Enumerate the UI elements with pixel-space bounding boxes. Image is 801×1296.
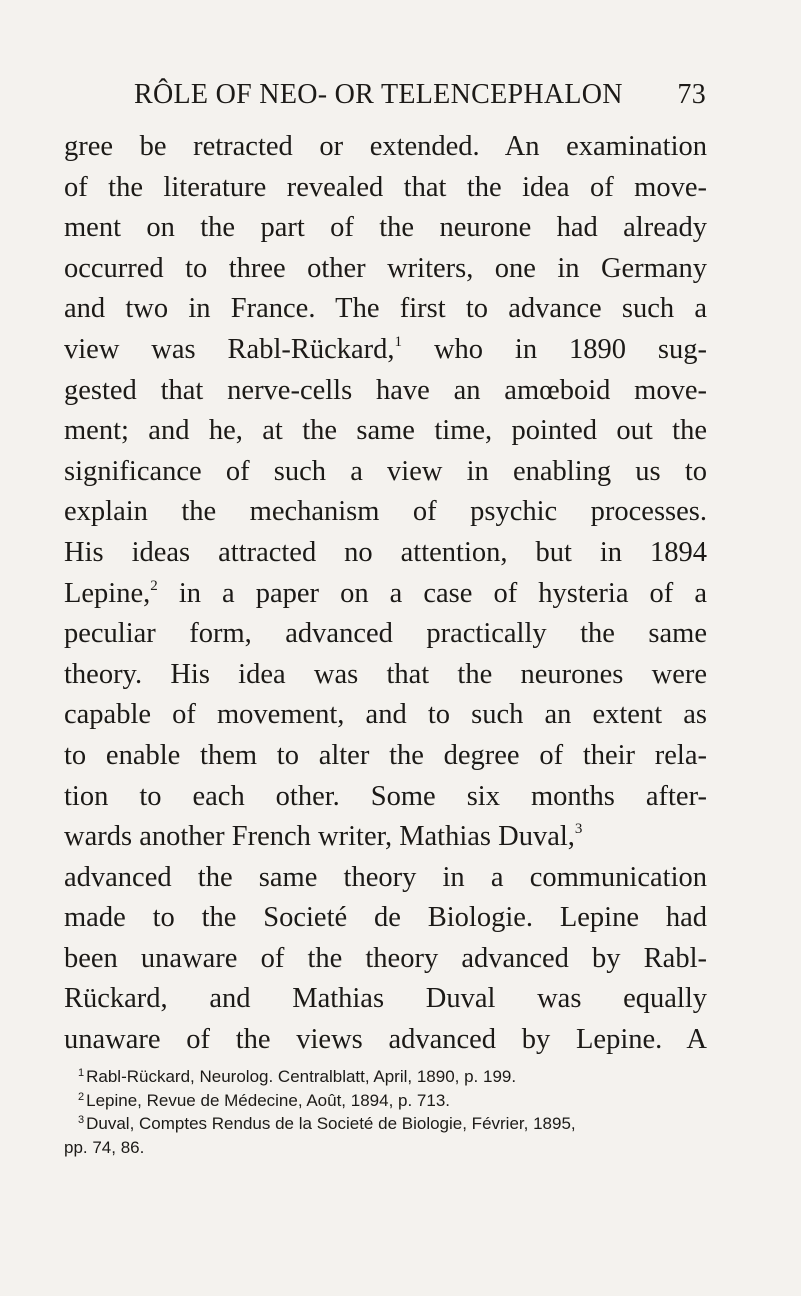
- text-segment: view was Rabl-Rückard,: [64, 333, 395, 365]
- footnote-ref: 2: [150, 577, 158, 594]
- footnote-text: Duval, Comptes Rendus de la Societé de Biologie, Février, 1895,: [86, 1114, 576, 1133]
- text-segment: wards another French writer, Mathias Duval,: [64, 821, 575, 853]
- text-line: gested that nerve-cells have an amœboid move-: [64, 374, 707, 406]
- text-line: and two in France. The first to advance such a: [64, 293, 707, 325]
- text-line: advanced the same theory in a communication: [64, 861, 707, 893]
- text-line: Rückard, and Mathias Duval was equally: [64, 983, 707, 1015]
- text-segment: in a paper on a case of hysteria of a: [157, 577, 707, 609]
- text-segment: who in 1890 sug-: [402, 333, 707, 365]
- footnote-number: 1: [78, 1067, 85, 1079]
- footnote-text: Rabl-Rückard, Neurolog. Centralblatt, April, 1890, p. 199.: [86, 1067, 517, 1086]
- footnote: [64, 1136, 707, 1160]
- text-line: occurred to three other writers, one in Germany: [64, 252, 707, 284]
- text-line: been unaware of the theory advanced by Rabl-: [64, 942, 707, 974]
- footnote-ref: 3: [574, 821, 583, 838]
- footnote: [64, 1065, 707, 1089]
- body-text: [64, 127, 707, 1061]
- footnote: [64, 1112, 707, 1136]
- text-line: peculiar form, advanced practically the same: [64, 618, 707, 650]
- text-line: unaware of the views advanced by Lepine. A: [64, 1024, 707, 1056]
- text-line: of the literature revealed that the idea of move-: [64, 171, 707, 203]
- text-line: [64, 330, 707, 371]
- footnote-ref: 1: [394, 333, 403, 350]
- text-line: tion to each other. Some six months after-: [64, 780, 707, 812]
- page-number: 73: [677, 79, 706, 110]
- text-line: [64, 817, 707, 858]
- text-line: significance of such a view in enabling us to: [64, 455, 707, 487]
- text-line: gree be retracted or extended. An examination: [64, 131, 707, 162]
- footnote-number: 2: [78, 1090, 85, 1103]
- text-line: made to the Societé de Biologie. Lepine had: [64, 902, 707, 934]
- footnotes: [64, 1065, 707, 1159]
- text-line: [64, 574, 707, 615]
- text-line: theory. His idea was that the neurones were: [64, 658, 707, 690]
- text-line: His ideas attracted no attention, but in 1894: [64, 536, 707, 568]
- text-segment: Lepine,: [64, 577, 151, 609]
- text-line: ment on the part of the neurone had already: [64, 212, 707, 244]
- text-line: to enable them to alter the degree of their rela-: [64, 739, 707, 771]
- text-line: ment; and he, at the same time, pointed out the: [64, 415, 707, 447]
- footnote-number: 3: [78, 1114, 85, 1126]
- running-title: RÔLE OF NEO- OR TELENCEPHALON: [134, 79, 623, 110]
- footnote-text: Lepine, Revue de Médecine, Août, 1894, p. 713.: [86, 1090, 451, 1110]
- text-line: explain the mechanism of psychic processes.: [64, 496, 707, 528]
- footnote: [64, 1089, 707, 1113]
- footnote-text: pp. 74, 86.: [64, 1137, 145, 1157]
- text-line: capable of movement, and to such an extent as: [64, 699, 707, 731]
